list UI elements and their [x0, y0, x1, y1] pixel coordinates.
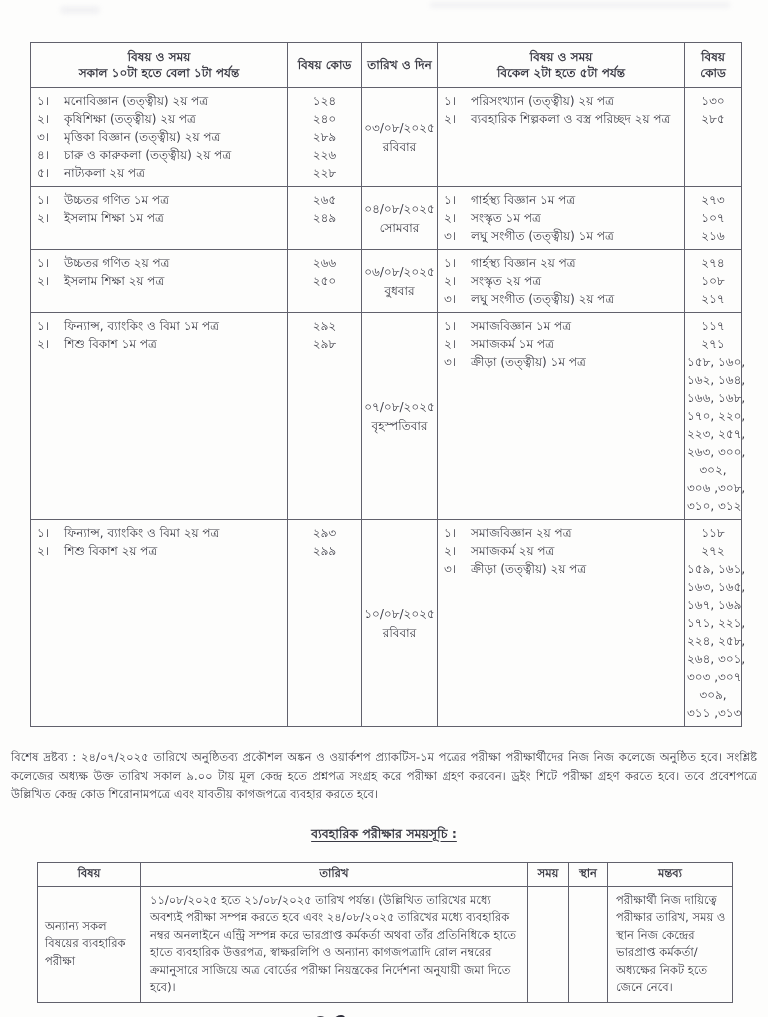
- subject-list-cell: [438, 520, 685, 727]
- subject-name: গার্হস্থ্য বিজ্ঞান ১ম পত্র: [471, 193, 576, 207]
- subject-code-header-afternoon: বিষয় কোড: [685, 43, 742, 88]
- serial-number: ১।: [37, 319, 50, 333]
- serial-number: ১।: [37, 526, 50, 540]
- subject-code: ৩০৬ ,৩০৮,: [687, 481, 746, 495]
- serial-number: ৩।: [444, 292, 457, 306]
- subject-row: [33, 164, 284, 182]
- afternoon-time-range: বিকেল ২টা হতে ৫টা পর্যন্ত: [496, 66, 626, 80]
- subject-code: ৩১১ ,৩১৩: [687, 706, 742, 720]
- subject-code-cell: [685, 250, 742, 313]
- serial-number: ১।: [37, 256, 50, 270]
- subject-name: ক্রীড়া (তত্ত্বীয়) ১ম পত্র: [471, 355, 586, 369]
- subject-code-cell: [685, 520, 746, 727]
- practical-date-header: তারিখ: [141, 862, 528, 886]
- practical-exam-table: [37, 862, 733, 1003]
- exam-date: ০৩/০৮/২০২৫: [364, 120, 435, 135]
- subject-code-cell: [685, 313, 746, 520]
- subject-code: ৩০৯,: [699, 688, 727, 702]
- serial-number: ১।: [37, 94, 50, 108]
- subject-row: [33, 272, 284, 290]
- serial-number: ৩।: [37, 130, 50, 144]
- written-exam-table: [30, 42, 746, 727]
- serial-number: ১।: [37, 193, 50, 207]
- practical-table-header-row: [38, 862, 733, 886]
- morning-session-header: [31, 43, 288, 88]
- subject-code: ১১৮: [701, 526, 725, 540]
- subject-code: ১২৪: [312, 94, 337, 108]
- exam-day-row: [31, 250, 742, 313]
- subject-name: ব্যবহারিক শিল্পকলা ও বস্ত্র পরিচ্ছদ ২য় পত্র: [471, 112, 671, 126]
- subject-code-header-morning: বিষয় কোড: [288, 43, 362, 88]
- afternoon-session-header: [438, 43, 685, 88]
- subject-row: [33, 209, 284, 227]
- subject-time-label: বিষয় ও সময়: [529, 50, 593, 64]
- exam-date: ১০/০৮/২০২৫: [364, 606, 435, 621]
- subject-code-cell: [288, 88, 362, 187]
- subject-code: ১৬৬, ১৬৮,: [687, 391, 746, 405]
- subject-code-cell: [288, 187, 362, 250]
- practical-date-cell: ১১/০৮/২০২৫ হতে ২১/০৮/২০২৫ তারিখ পর্যন্ত। (উল্লিখিত তারিখের মধ্যে অবশ্যই পরীক্ষা সম্পন্ন করতে হবে এবং ২৪/০৮/২০২৫ তারিখের মধ্যে ব্যবহারিক নম্বর অনলাইনে এন্ট্রি সম্পন্ন করে ভারপ্রাপ্ত কর্মকর্তা অথবা তাঁর প্রতিনিধিকে হাতে হাতে ব্যবহারিক উত্তরপত্র, স্বাক্ষরলিপি ও অন্যান্য কাগজপত্রাদি রোল নম্বরের ক্রমানুসারে সাজিয়ে অত্র বোর্ডের পরীক্ষা নিয়ন্ত্রকের নির্দেশনা অনুযায়ী জমা দিতে হবে)।: [141, 886, 528, 1002]
- subject-code: ২৬৫: [312, 193, 337, 207]
- subject-name: শিশু বিকাশ ১ম পত্র: [64, 337, 157, 351]
- subject-row: [440, 335, 681, 353]
- subject-row: [33, 524, 284, 542]
- practical-schedule-title: ব্যবহারিক পরীক্ষার সময়সূচি :: [311, 825, 457, 841]
- subject-code-cell: [288, 250, 362, 313]
- subject-name: লঘু সংগীত (তত্ত্বীয়) ২য় পত্র: [471, 292, 615, 306]
- subject-name: ইসলাম শিক্ষা ২য় পত্র: [64, 274, 165, 288]
- morning-time-range: সকাল ১০টা হতে বেলা ১টা পর্যন্ত: [78, 66, 240, 80]
- subject-name: লঘু সংগীত (তত্ত্বীয়) ১ম পত্র: [471, 229, 614, 243]
- subject-row: [440, 353, 681, 371]
- practical-time-header: সময়: [528, 862, 569, 886]
- exam-day-row: [31, 187, 742, 250]
- subject-name: ফিন্যান্স, ব্যাংকিং ও বিমা ১ম পত্র: [64, 319, 219, 333]
- subject-row: [440, 191, 681, 209]
- practical-venue-header: স্থান: [569, 862, 608, 886]
- subject-name: নাট্যকলা ২য় পত্র: [64, 166, 145, 180]
- subject-time-label: বিষয় ও সময়: [127, 50, 191, 64]
- subject-code: ১৬২, ১৬৪,: [687, 373, 746, 387]
- date-day-cell: [362, 313, 438, 520]
- serial-number: ২।: [37, 112, 50, 126]
- date-day-cell: [362, 88, 438, 187]
- subject-code: ৩০৩ ,৩০৭: [687, 670, 742, 684]
- subject-name: সমাজবিজ্ঞান ১ম পত্র: [471, 319, 572, 333]
- subject-code: ২৪০: [312, 112, 337, 126]
- subject-code: ২৭৩: [701, 193, 725, 207]
- subject-row: [440, 227, 681, 245]
- subject-code: ২৯৩: [312, 526, 337, 540]
- subject-code: ১৭১, ২২১,: [687, 616, 746, 630]
- serial-number: ২।: [444, 274, 457, 288]
- serial-number: ২।: [444, 112, 457, 126]
- subject-code-cell: [288, 313, 362, 520]
- serial-number: ৩।: [444, 562, 457, 576]
- subject-row: [33, 191, 284, 209]
- subject-code: ২২৩, ২৫৭,: [687, 427, 746, 441]
- subject-row: [440, 110, 681, 128]
- subject-code: ১৩০: [701, 94, 725, 108]
- subject-row: [33, 542, 284, 560]
- practical-time-cell: [528, 886, 569, 1002]
- subject-code: ২২৬: [312, 148, 337, 162]
- subject-name: শিশু বিকাশ ২য় পত্র: [64, 544, 158, 558]
- practical-remarks-cell: পরীক্ষার্থী নিজ দায়িত্বে পরীক্ষার তারিখ, সময় ও স্থান নিজ কেন্দ্রের ভারপ্রাপ্ত কর্মকর্তা/অধ্যক্ষের নিকট হতে জেনে নেবে।: [608, 886, 733, 1002]
- subject-row: [33, 92, 284, 110]
- subject-name: মনোবিজ্ঞান (তত্ত্বীয়) ২য় পত্র: [64, 94, 209, 108]
- subject-code: ১৬৭, ১৬৯: [687, 598, 742, 612]
- exam-day: সোমবার: [379, 220, 420, 235]
- serial-number: ২।: [37, 544, 50, 558]
- signature-mark: [300, 1007, 430, 1017]
- subject-list-cell: [438, 313, 685, 520]
- subject-code: ২২৪, ২৫৮,: [687, 634, 746, 648]
- subject-row: [440, 92, 681, 110]
- main-table-header-row: [31, 43, 742, 88]
- subject-row: [440, 290, 681, 308]
- subject-code: ২৮৯: [312, 130, 337, 144]
- subject-name: সংস্কৃত ২য় পত্র: [471, 274, 542, 288]
- practical-venue-cell: [569, 886, 608, 1002]
- date-day-header: তারিখ ও দিন: [362, 43, 438, 88]
- serial-number: ২।: [444, 544, 457, 558]
- subject-list-cell: [31, 313, 288, 520]
- subject-list-cell: [438, 88, 685, 187]
- subject-name: গার্হস্থ্য বিজ্ঞান ২য় পত্র: [471, 256, 576, 270]
- subject-row: [33, 254, 284, 272]
- subject-code: ২৬৪, ৩০১,: [687, 652, 746, 666]
- subject-name: সমাজকর্ম ২য় পত্র: [471, 544, 555, 558]
- exam-day-row: [31, 520, 742, 727]
- serial-number: ৪।: [37, 148, 50, 162]
- practical-remarks-header: মন্তব্য: [608, 862, 733, 886]
- serial-number: ২।: [444, 211, 457, 225]
- subject-list-cell: [31, 187, 288, 250]
- exam-day: রবিবার: [382, 139, 417, 154]
- serial-number: ২।: [444, 337, 457, 351]
- subject-row: [440, 254, 681, 272]
- subject-code: ২৮৫: [701, 112, 725, 126]
- subject-name: উচ্চতর গণিত ১ম পত্র: [64, 193, 169, 207]
- subject-code: ২২৮: [312, 166, 337, 180]
- subject-row: [440, 542, 681, 560]
- subject-code: ২৬৩, ৩০০,: [687, 445, 746, 459]
- subject-list-cell: [31, 520, 288, 727]
- exam-day-row: [31, 88, 742, 187]
- subject-code: ৩১০, ৩১২: [687, 499, 742, 513]
- subject-row: [33, 335, 284, 353]
- serial-number: ২।: [37, 337, 50, 351]
- subject-name: ক্রীড়া (তত্ত্বীয়) ২য় পত্র: [471, 562, 587, 576]
- serial-number: ১।: [444, 526, 457, 540]
- subject-code: ২৭২: [701, 544, 725, 558]
- subject-code: ২১৬: [701, 229, 725, 243]
- exam-day-row: [31, 313, 742, 520]
- date-day-cell: [362, 520, 438, 727]
- subject-list-cell: [438, 250, 685, 313]
- practical-subject-header: বিষয়: [38, 862, 141, 886]
- exam-date: ০৬/০৮/২০২৫: [364, 264, 435, 279]
- subject-code: ২৫০: [312, 274, 337, 288]
- practical-subject-cell: অন্যান্য সকল বিষয়ের ব্যবহারিক পরীক্ষা: [38, 886, 141, 1002]
- subject-code: ১৫৮, ১৬০,: [687, 355, 746, 369]
- exam-day: বৃহস্পতিবার: [371, 418, 428, 433]
- subject-code: ১১৭: [701, 319, 725, 333]
- subject-code: ২৯২: [312, 319, 337, 333]
- scan-artifact: [430, 2, 730, 8]
- subject-code: ১৬৩, ১৬৫,: [687, 580, 746, 594]
- subject-list-cell: [438, 187, 685, 250]
- subject-code: ২৪৯: [312, 211, 337, 225]
- exam-day: বুধবার: [384, 283, 415, 298]
- practical-table-row: [38, 886, 733, 1002]
- special-note: বিশেষ দ্রষ্টব্য : ২৪/০৭/২০২৫ তারিখে অনুষ্ঠিতব্য প্রকৌশল অঙ্কন ও ওয়ার্কশপ প্র্যাকটিস-১ম পত্রের পরীক্ষা পরীক্ষার্থীদের নিজ নিজ কলেজে অনুষ্ঠিত হবে। সংশ্লিষ্ট কলেজের অধ্যক্ষ উক্ত তারিখ সকাল ৯.০০ টায় মূল কেন্দ্র হতে প্রশ্নপত্র সংগ্রহ করে পরীক্ষা গ্রহণ করবেন। ড্রইং শিটে পরীক্ষা গ্রহণ করতে হবে। তবে প্রবেশপত্রে উল্লিখিত কেন্দ্র কোড শিরোনামপত্রে এবং যাবতীয় কাগজপত্রে ব্যবহার করতে হবে।: [11, 750, 757, 801]
- subject-code: ১৫৯, ১৬১,: [687, 562, 746, 576]
- subject-name: সমাজবিজ্ঞান ২য় পত্র: [471, 526, 572, 540]
- serial-number: ১।: [444, 256, 457, 270]
- subject-code: ২৬৬: [312, 256, 337, 270]
- subject-name: ইসলাম শিক্ষা ১ম পত্র: [64, 211, 164, 225]
- subject-code: ২৯৯: [312, 544, 337, 558]
- subject-code-cell: [288, 520, 362, 727]
- subject-row: [440, 560, 681, 578]
- subject-row: [33, 128, 284, 146]
- subject-code: ২১৭: [701, 292, 725, 306]
- exam-date: ০৪/০৮/২০২৫: [364, 201, 435, 216]
- serial-number: ২।: [37, 274, 50, 288]
- subject-code: ১০৭: [701, 211, 725, 225]
- subject-list-cell: [31, 88, 288, 187]
- subject-code: ২৭১: [701, 337, 725, 351]
- exam-date: ০৭/০৮/২০২৫: [364, 399, 435, 414]
- subject-list-cell: [31, 250, 288, 313]
- exam-day: রবিবার: [382, 625, 417, 640]
- subject-name: মৃত্তিকা বিজ্ঞান (তত্ত্বীয়) ২য় পত্র: [64, 130, 221, 144]
- subject-row: [440, 272, 681, 290]
- subject-code: ২৭৪: [701, 256, 725, 270]
- subject-name: চারু ও কারুকলা (তত্ত্বীয়) ২য় পত্র: [64, 148, 232, 162]
- subject-name: উচ্চতর গণিত ২য় পত্র: [64, 256, 170, 270]
- subject-code: ২৯৮: [312, 337, 337, 351]
- subject-name: কৃষিশিক্ষা (তত্ত্বীয়) ২য় পত্র: [64, 112, 196, 126]
- subject-row: [33, 110, 284, 128]
- subject-row: [33, 317, 284, 335]
- subject-code-cell: [685, 88, 742, 187]
- subject-row: [440, 209, 681, 227]
- subject-name: ফিন্যান্স, ব্যাংকিং ও বিমা ২য় পত্র: [64, 526, 220, 540]
- subject-row: [440, 524, 681, 542]
- subject-code: ৩০২,: [699, 463, 727, 477]
- subject-name: সংস্কৃত ১ম পত্র: [471, 211, 541, 225]
- date-day-cell: [362, 250, 438, 313]
- subject-code-cell: [685, 187, 742, 250]
- serial-number: ১।: [444, 94, 457, 108]
- serial-number: ৩।: [444, 355, 457, 369]
- subject-name: সমাজকর্ম ১ম পত্র: [471, 337, 554, 351]
- date-day-cell: [362, 187, 438, 250]
- serial-number: ২।: [37, 211, 50, 225]
- serial-number: ৩।: [444, 229, 457, 243]
- subject-code: ১৭০, ২২০,: [687, 409, 746, 423]
- serial-number: ১।: [444, 193, 457, 207]
- serial-number: ১।: [444, 319, 457, 333]
- subject-code: ১০৮: [701, 274, 725, 288]
- serial-number: ৫।: [37, 166, 50, 180]
- subject-row: [33, 146, 284, 164]
- subject-name: পরিসংখ্যান (তত্ত্বীয়) ২য় পত্র: [471, 94, 614, 108]
- subject-row: [440, 317, 681, 335]
- scan-artifact: [60, 6, 100, 14]
